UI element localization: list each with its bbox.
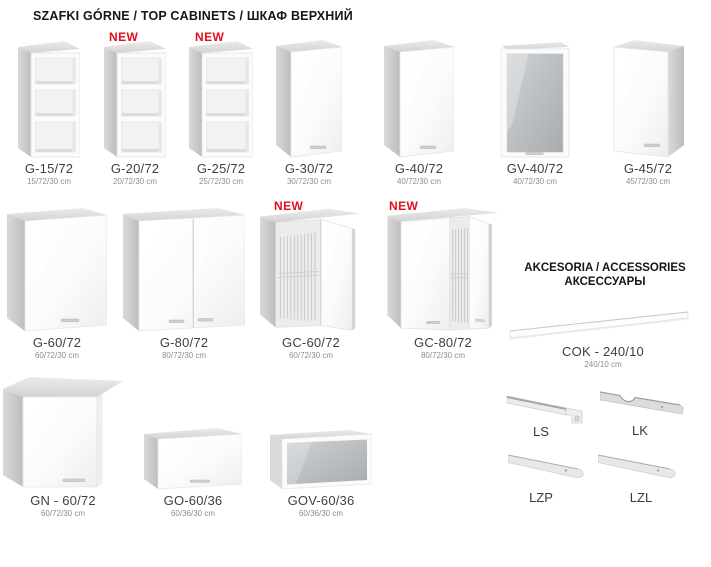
product-code: GV-40/72 xyxy=(506,161,564,176)
profile-label-lk: LK xyxy=(632,423,648,438)
page-title: SZAFKI GÓRNE / TOP CABINETS / ШКАФ ВЕРХНИЙ xyxy=(33,9,353,23)
product-code: GC-80/72 xyxy=(414,335,472,350)
product-dims: 45/72/30 cm xyxy=(625,177,671,186)
product-code: GC-60/72 xyxy=(282,335,340,350)
lzp-profile-image xyxy=(508,452,588,490)
dish-drainer-cabinet-image xyxy=(260,208,363,332)
product-dims: 60/36/30 cm xyxy=(298,509,344,518)
flip-up-glass-cabinet-image xyxy=(270,430,372,490)
product-dims: 60/72/30 cm xyxy=(288,351,334,360)
product-card-cok-240-10 xyxy=(543,341,663,369)
product-dims: 25/72/30 cm xyxy=(198,177,244,186)
product-card-gc-80-72 xyxy=(384,208,502,360)
product-card-g-30-72 xyxy=(268,40,350,186)
product-code: G-20/72 xyxy=(110,161,160,176)
product-card-g-25-72 xyxy=(180,40,262,186)
product-card-g-15-72 xyxy=(10,40,88,186)
single-door-cabinet-image xyxy=(276,40,342,158)
single-door-cabinet-image xyxy=(7,208,107,332)
dish-drainer-cabinet-image xyxy=(387,208,500,332)
flip-up-cabinet-image xyxy=(144,428,242,490)
product-card-gov-60-36 xyxy=(268,376,374,518)
product-code: GOV-60/36 xyxy=(287,493,355,508)
product-dims: 30/72/30 cm xyxy=(286,177,332,186)
product-dims: 80/72/30 cm xyxy=(161,351,207,360)
glass-door-cabinet-image xyxy=(498,40,573,158)
corner-cabinet-image xyxy=(3,376,123,490)
lzl-profile-image xyxy=(598,452,680,490)
product-code: G-30/72 xyxy=(284,161,334,176)
ls-profile-image xyxy=(506,391,592,427)
product-code: G-80/72 xyxy=(159,335,209,350)
product-card-g-60-72 xyxy=(4,208,110,360)
product-dims: 20/72/30 cm xyxy=(112,177,158,186)
product-dims: 40/72/30 cm xyxy=(512,177,558,186)
accessories-title-line2: АКСЕССУАРЫ xyxy=(564,276,646,288)
new-badge: NEW xyxy=(389,199,419,213)
product-code: G-40/72 xyxy=(394,161,444,176)
product-dims: 80/72/30 cm xyxy=(420,351,466,360)
accessories-title xyxy=(505,261,705,289)
accessories-title-line1: AKCESORIA / ACCESSORIES xyxy=(524,262,686,274)
new-badge: NEW xyxy=(274,199,304,213)
profile-label-ls: LS xyxy=(533,424,549,439)
product-dims: 60/72/30 cm xyxy=(40,509,86,518)
single-door-cabinet-image xyxy=(384,40,454,158)
profile-label-lzl: LZL xyxy=(629,490,653,505)
product-dims: 60/72/30 cm xyxy=(34,351,80,360)
open-shelf-cabinet-image xyxy=(18,40,80,158)
product-dims: 60/36/30 cm xyxy=(170,509,216,518)
profile-label-lzp: LZP xyxy=(529,490,553,505)
lk-profile-image xyxy=(600,389,688,423)
double-door-cabinet-image xyxy=(123,208,245,332)
new-badge: NEW xyxy=(109,30,139,44)
product-card-g-45-72 xyxy=(608,40,688,186)
open-shelf-cabinet-image xyxy=(104,40,166,158)
product-code: G-25/72 xyxy=(196,161,246,176)
product-code: COK - 240/10 xyxy=(562,344,644,359)
product-dims: 40/72/30 cm xyxy=(396,177,442,186)
product-card-g-80-72 xyxy=(122,208,246,360)
product-code: G-60/72 xyxy=(32,335,82,350)
product-code: GN - 60/72 xyxy=(30,493,96,508)
plinth-strip-image xyxy=(508,310,692,342)
product-card-g-20-72 xyxy=(96,40,174,186)
product-code: G-15/72 xyxy=(24,161,74,176)
product-code: G-45/72 xyxy=(623,161,673,176)
open-shelf-cabinet-image xyxy=(189,40,253,158)
product-card-gn-60-72 xyxy=(2,376,124,518)
product-card-gv-40-72 xyxy=(494,40,576,186)
product-code: GO-60/36 xyxy=(163,493,223,508)
single-door-cabinet-image xyxy=(612,40,684,158)
product-card-go-60-36 xyxy=(143,376,243,518)
product-dims: 15/72/30 cm xyxy=(26,177,72,186)
product-card-gc-60-72 xyxy=(258,208,364,360)
new-badge: NEW xyxy=(195,30,225,44)
product-dims: 240/10 cm xyxy=(584,360,622,369)
product-card-g-40-72 xyxy=(378,40,460,186)
